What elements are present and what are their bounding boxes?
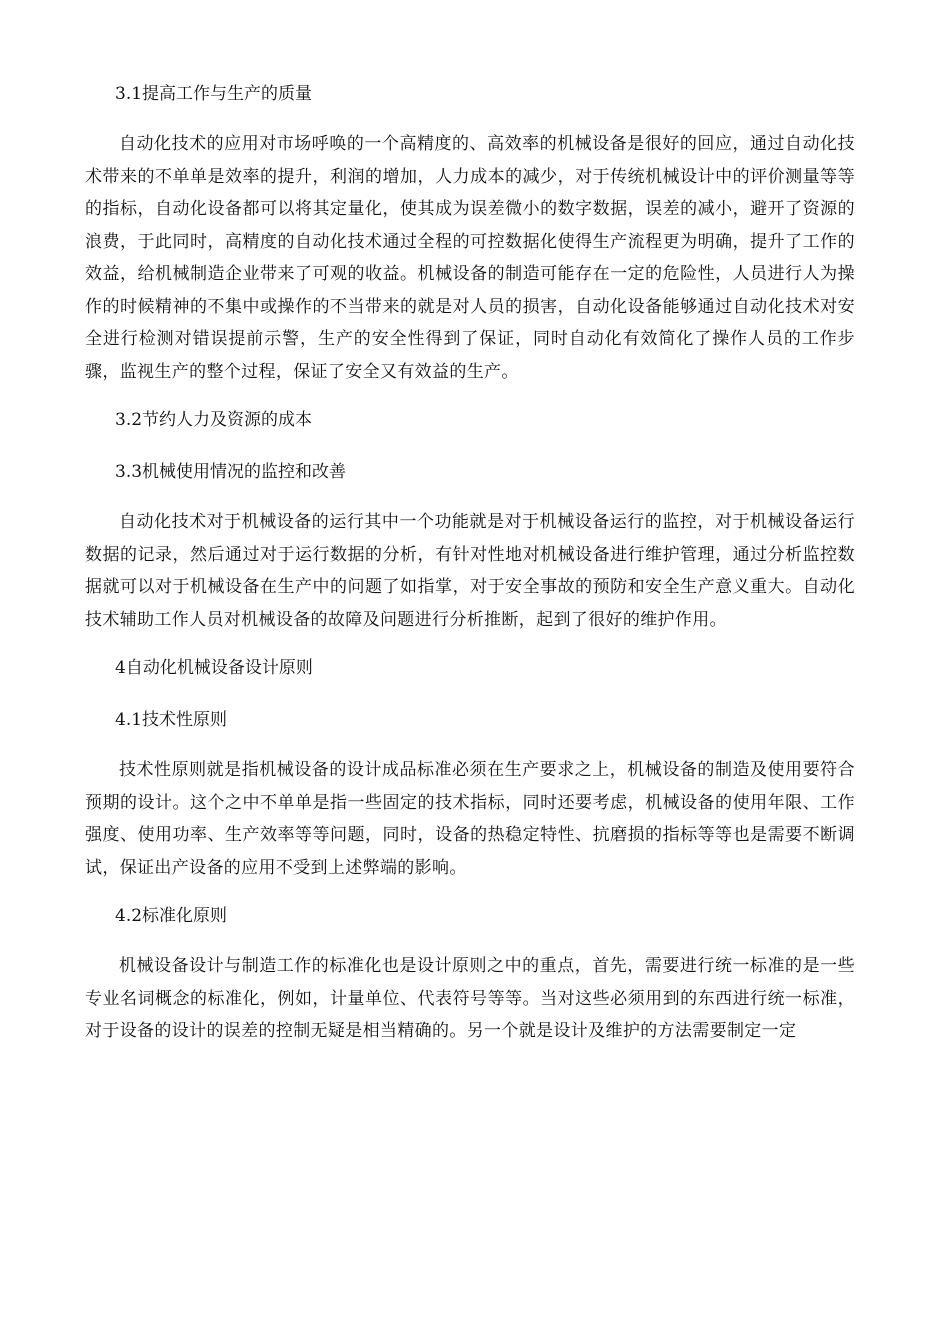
document-body [85, 76, 855, 1062]
section-heading-4-2: 4.2标准化原则 [115, 906, 228, 926]
section-heading-3-3: 3.3机械使用情况的监控和改善 [115, 462, 347, 482]
section-heading-4: 4自动化机械设备设计原则 [115, 658, 313, 678]
section-heading-3-2: 3.2节约人力及资源的成本 [115, 410, 313, 430]
paragraph-4-2: 机械设备设计与制造工作的标准化也是设计原则之中的重点，首先，需要进行统一标准的是一些专业名词概念的标准化，例如，计量单位、代表符号等等。当对这些必须用到的东西进行统一标准，对于设备的设计的误差的控制无疑是相当精确的。另一个就是设计及维护的方法需要制定一定 [85, 956, 855, 1041]
paragraph-3-3: 自动化技术对于机械设备的运行其中一个功能就是对于机械设备运行的监控，对于机械设备运行数据的记录，然后通过对于运行数据的分析，有针对性地对机械设备进行维护管理，通过分析监控数据就可以对于机械设备在生产中的问题了如指掌，对于安全事故的预防和安全生产意义重大。自动化技术辅助工作人员对机械设备的故障及问题进行分析推断，起到了很好的维护作用。 [85, 512, 855, 630]
paragraph-4-1: 技术性原则就是指机械设备的设计成品标准必须在生产要求之上，机械设备的制造及使用要符合预期的设计。这个之中不单单是指一些固定的技术指标，同时还要考虑，机械设备的使用年限、工作强度、使用功率、生产效率等等问题，同时，设备的热稳定特性、抗磨损的指标等等也是需要不断调试，保证出产设备的应用不受到上述弊端的影响。 [85, 760, 855, 878]
section-heading-3-1: 3.1提高工作与生产的质量 [115, 84, 313, 104]
section-heading-4-1: 4.1技术性原则 [115, 710, 228, 730]
paragraph-3-1: 自动化技术的应用对市场呼唤的一个高精度的、高效率的机械设备是很好的回应，通过自动化技术带来的不单单是效率的提升，利润的增加，人力成本的减少，对于传统机械设计中的评价测量等等的指标，自动化设备都可以将其定量化，使其成为误差微小的数字数据，误差的减小，避开了资源的浪费，于此同时，高精度的自动化技术通过全程的可控数据化使得生产流程更为明确，提升了工作的效益，给机械制造企业带来了可观的收益。机械设备的制造可能存在一定的危险性，人员进行人为操作的时候精神的不集中或操作的不当带来的就是对人员的损害，自动化设备能够通过自动化技术对安全进行检测对错误提前示警，生产的安全性得到了保证，同时自动化有效简化了操作人员的工作步骤，监视生产的整个过程，保证了安全又有效益的生产。 [85, 134, 855, 382]
